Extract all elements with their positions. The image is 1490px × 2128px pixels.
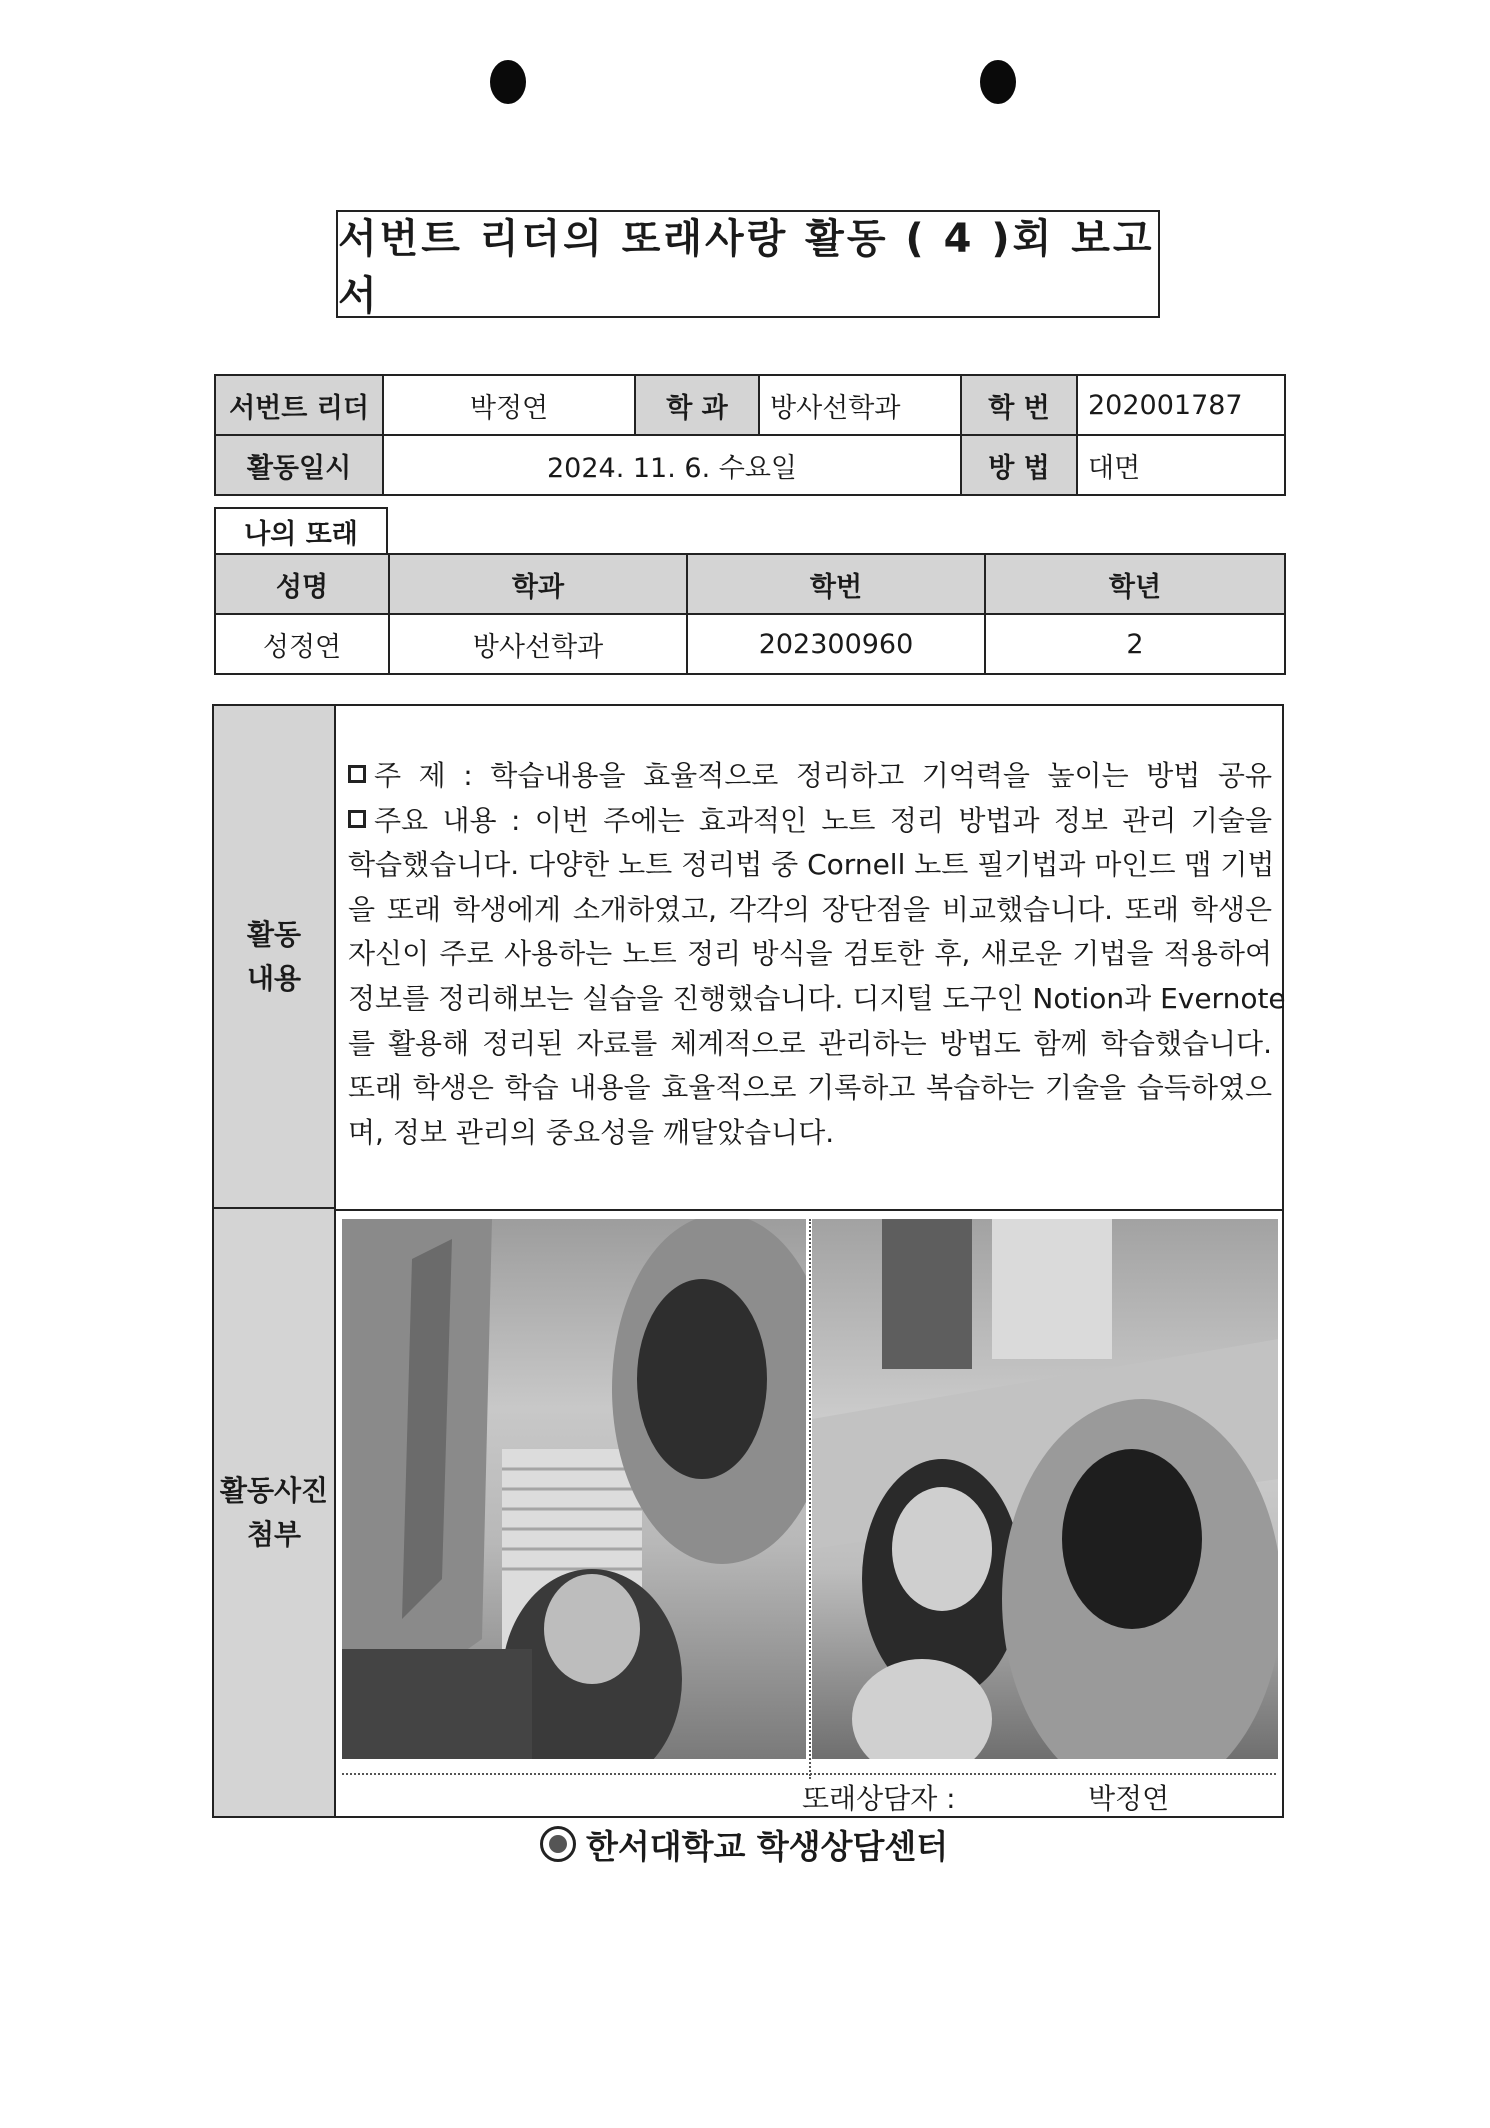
- method-label: 방 법: [961, 435, 1077, 495]
- punch-hole-right: [980, 60, 1016, 104]
- content-line: 정보를 정리해보는 실습을 진행했습니다. 디지털 도구인 Notion과 Evernote: [348, 981, 1286, 1015]
- footer-org-name: 한서대학교 학생상담센터: [586, 1826, 949, 1866]
- content-line: [348, 754, 1272, 799]
- activity-photo-1: [342, 1219, 806, 1759]
- leader-value: 박정연: [383, 375, 635, 435]
- date-value: 2024. 11. 6. 수요일: [383, 435, 961, 495]
- activity-content: [348, 754, 1286, 1155]
- mentee-header-dept: 학과: [389, 554, 687, 614]
- student-id-label: 학 번: [961, 375, 1077, 435]
- content-line: 를 활용해 정리된 자료를 체계적으로 관리하는 방법도 함께 학습했습니다.: [348, 1026, 1272, 1060]
- content-line: 자신이 주로 사용하는 노트 정리 방식을 검토한 후, 새로운 기법을 적용하여: [348, 937, 1272, 971]
- counselor-label: 또래상담자 :: [802, 1782, 956, 1815]
- mentee-table: [214, 553, 1286, 675]
- content-line: 을 또래 학생에게 소개하였고, 각각의 장단점을 비교했습니다. 또래 학생은: [348, 892, 1272, 926]
- activity-photo-2: [812, 1219, 1278, 1759]
- signature-separator: [342, 1773, 1276, 1775]
- activity-section: [212, 704, 1284, 1818]
- counselor-name: 박정연: [1088, 1782, 1170, 1815]
- topic-text: 주 제 : 학습내용을 효율적으로 정리하고 기억력을 높이는 방법 공유: [374, 759, 1272, 792]
- mentee-tab-label: 나의 또래: [214, 507, 388, 553]
- checkbox-bullet-icon: [348, 765, 366, 783]
- photo-divider: [809, 1219, 811, 1779]
- activity-photo-label-text: 활동사진 첨부: [219, 1474, 329, 1551]
- punch-hole-left: [490, 60, 526, 104]
- date-label: 활동일시: [215, 435, 383, 495]
- activity-content-label: [214, 706, 336, 1209]
- mentee-header-name: 성명: [215, 554, 389, 614]
- student-id-value: 202001787: [1077, 375, 1285, 435]
- mentee-year: 2: [985, 614, 1285, 674]
- content-line: 며, 정보 관리의 중요성을 깨달았습니다.: [348, 1115, 835, 1149]
- mentee-dept: 방사선학과: [389, 614, 687, 674]
- dept-label: 학 과: [635, 375, 759, 435]
- report-title: 서번트 리더의 또래사랑 활동 ( 4 )회 보고서: [336, 210, 1160, 318]
- method-value: 대면: [1077, 435, 1285, 495]
- leader-info-table: [214, 374, 1286, 496]
- university-logo-icon: [540, 1826, 576, 1862]
- mentee-name: 성정연: [215, 614, 389, 674]
- main-content-text: 주요 내용 : 이번 주에는 효과적인 노트 정리 방법과 정보 관리 기술을: [374, 803, 1272, 837]
- mentee-header-id: 학번: [687, 554, 985, 614]
- checkbox-bullet-icon: [348, 810, 366, 828]
- leader-label: 서번트 리더: [215, 375, 383, 435]
- photo-2-scene: [812, 1219, 1278, 1759]
- content-line: 학습했습니다. 다양한 노트 정리법 중 Cornell 노트 필기법과 마인드 맵 기법: [348, 848, 1275, 882]
- activity-photo-label: [214, 1209, 336, 1816]
- photo-1-scene: [342, 1219, 806, 1759]
- mentee-id: 202300960: [687, 614, 985, 674]
- mentee-header-year: 학년: [985, 554, 1285, 614]
- photo-area: [336, 1209, 1282, 1818]
- activity-content-label-text: 활동 내용: [246, 918, 302, 995]
- footer: [540, 1818, 948, 1870]
- dept-value: 방사선학과: [759, 375, 961, 435]
- content-line: 또래 학생은 학습 내용을 효율적으로 기록하고 복습하는 기술을 습득하였으: [348, 1071, 1272, 1105]
- content-line: [348, 799, 1272, 844]
